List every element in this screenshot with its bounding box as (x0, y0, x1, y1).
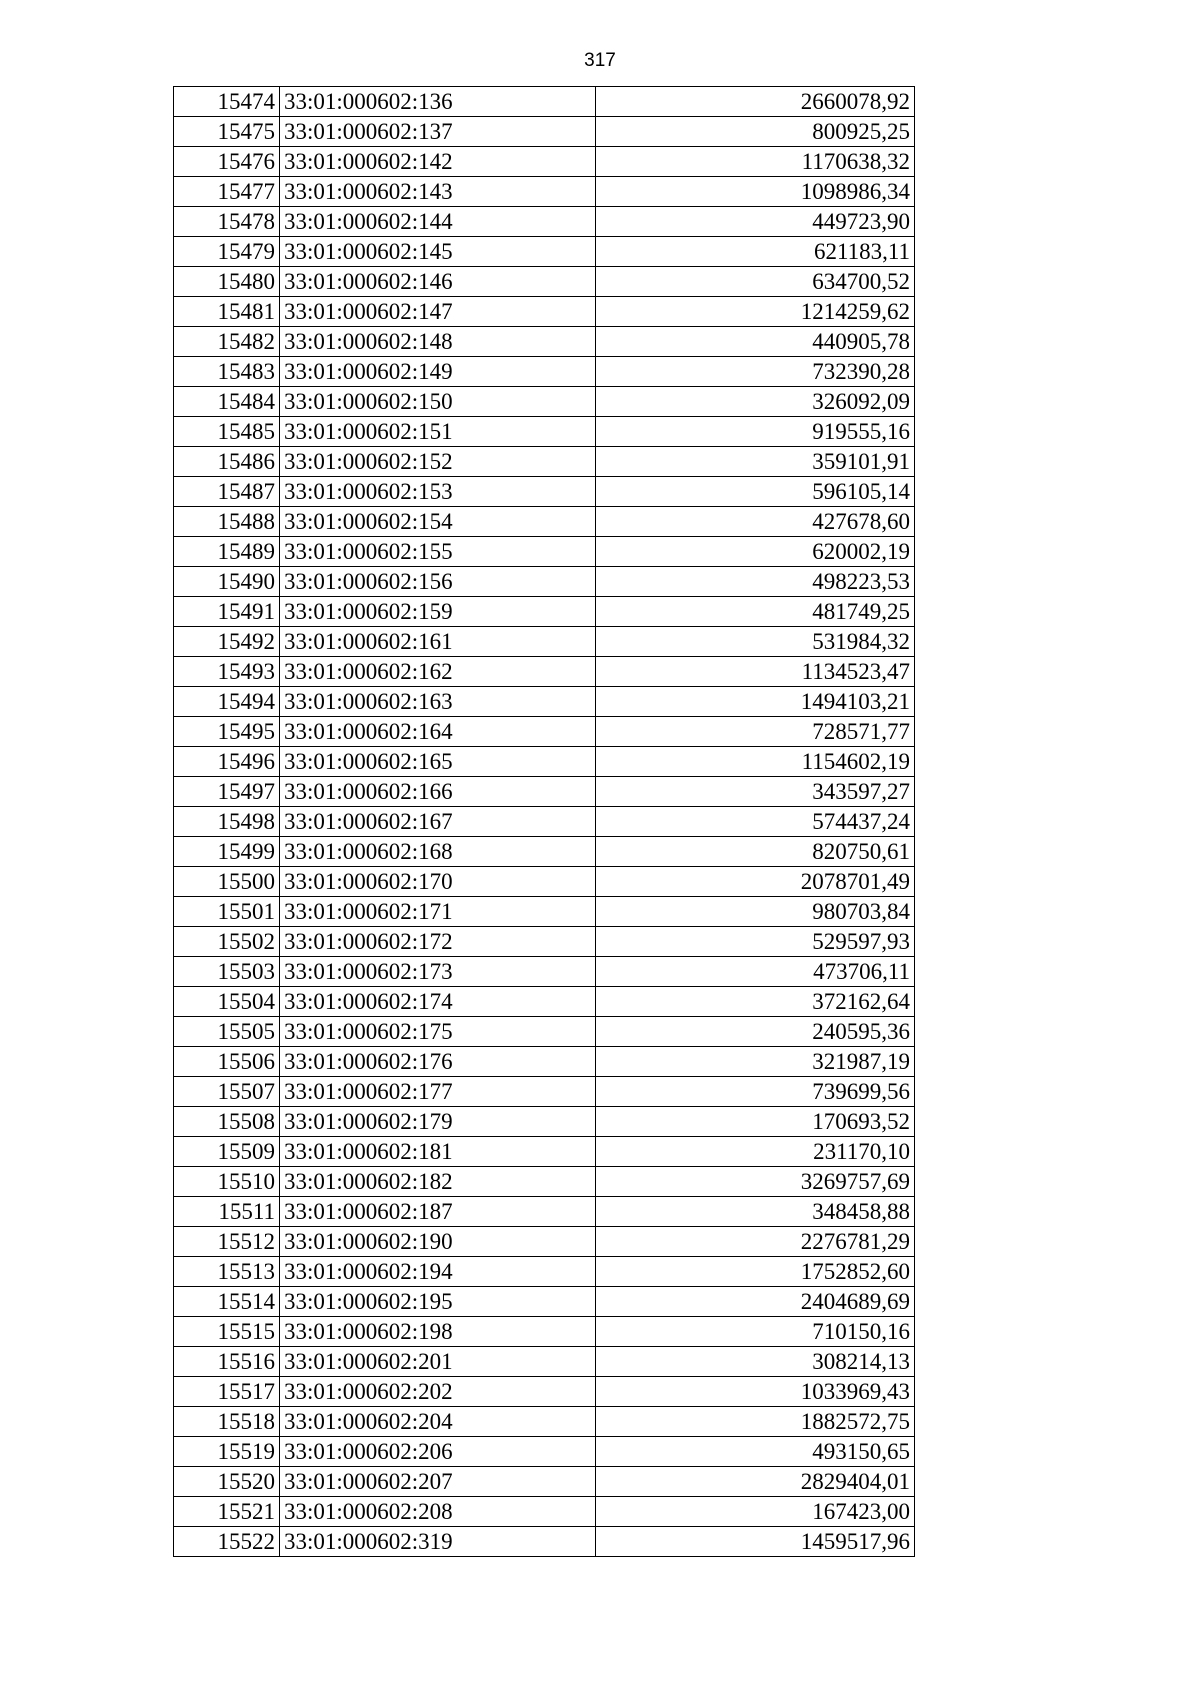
cadastral-number-cell: 33:01:000602:159 (280, 597, 596, 627)
table-row (174, 1077, 915, 1107)
table-row (174, 447, 915, 477)
table-row (174, 1167, 915, 1197)
row-number-cell: 15493 (174, 657, 280, 687)
row-number-cell: 15500 (174, 867, 280, 897)
row-number-cell: 15479 (174, 237, 280, 267)
cadastral-number-cell: 33:01:000602:166 (280, 777, 596, 807)
cadastral-number-cell: 33:01:000602:168 (280, 837, 596, 867)
cadastral-value-cell: 359101,91 (596, 447, 915, 477)
cadastral-value-cell: 732390,28 (596, 357, 915, 387)
cadastral-number-cell: 33:01:000602:148 (280, 327, 596, 357)
row-number-cell: 15477 (174, 177, 280, 207)
cadastral-number-cell: 33:01:000602:190 (280, 1227, 596, 1257)
table-row (174, 297, 915, 327)
cadastral-value-cell: 2078701,49 (596, 867, 915, 897)
table-row (174, 1467, 915, 1497)
table-row (174, 897, 915, 927)
cadastral-value-cell: 1033969,43 (596, 1377, 915, 1407)
table-row (174, 507, 915, 537)
cadastral-number-cell: 33:01:000602:144 (280, 207, 596, 237)
row-number-cell: 15491 (174, 597, 280, 627)
cadastral-number-cell: 33:01:000602:176 (280, 1047, 596, 1077)
row-number-cell: 15482 (174, 327, 280, 357)
row-number-cell: 15510 (174, 1167, 280, 1197)
page-number: 317 (584, 50, 616, 71)
cadastral-value-cell: 493150,65 (596, 1437, 915, 1467)
cadastral-number-cell: 33:01:000602:165 (280, 747, 596, 777)
row-number-cell: 15513 (174, 1257, 280, 1287)
cadastral-number-cell: 33:01:000602:137 (280, 117, 596, 147)
row-number-cell: 15514 (174, 1287, 280, 1317)
table-row (174, 417, 915, 447)
cadastral-value-cell: 634700,52 (596, 267, 915, 297)
row-number-cell: 15504 (174, 987, 280, 1017)
cadastral-number-cell: 33:01:000602:207 (280, 1467, 596, 1497)
row-number-cell: 15483 (174, 357, 280, 387)
table-row (174, 1107, 915, 1137)
cadastral-value-cell: 2404689,69 (596, 1287, 915, 1317)
row-number-cell: 15521 (174, 1497, 280, 1527)
cadastral-number-cell: 33:01:000602:173 (280, 957, 596, 987)
table-row (174, 657, 915, 687)
table-row (174, 597, 915, 627)
cadastral-number-cell: 33:01:000602:145 (280, 237, 596, 267)
cadastral-number-cell: 33:01:000602:171 (280, 897, 596, 927)
table-row (174, 177, 915, 207)
cadastral-value-cell: 321987,19 (596, 1047, 915, 1077)
row-number-cell: 15503 (174, 957, 280, 987)
cadastral-number-cell: 33:01:000602:181 (280, 1137, 596, 1167)
row-number-cell: 15486 (174, 447, 280, 477)
table-row (174, 927, 915, 957)
cadastral-value-cell: 372162,64 (596, 987, 915, 1017)
table-row (174, 117, 915, 147)
cadastral-value-cell: 980703,84 (596, 897, 915, 927)
row-number-cell: 15507 (174, 1077, 280, 1107)
table-row (174, 867, 915, 897)
cadastral-value-cell: 1098986,34 (596, 177, 915, 207)
cadastral-number-cell: 33:01:000602:143 (280, 177, 596, 207)
cadastral-number-cell: 33:01:000602:174 (280, 987, 596, 1017)
cadastral-number-cell: 33:01:000602:182 (280, 1167, 596, 1197)
cadastral-value-cell: 739699,56 (596, 1077, 915, 1107)
table-row (174, 147, 915, 177)
cadastral-value-cell: 449723,90 (596, 207, 915, 237)
cadastral-value-cell: 620002,19 (596, 537, 915, 567)
table-row (174, 387, 915, 417)
row-number-cell: 15476 (174, 147, 280, 177)
row-number-cell: 15509 (174, 1137, 280, 1167)
row-number-cell: 15492 (174, 627, 280, 657)
row-number-cell: 15484 (174, 387, 280, 417)
cadastral-value-cell: 326092,09 (596, 387, 915, 417)
cadastral-value-cell: 1459517,96 (596, 1527, 915, 1557)
table-body (174, 87, 915, 1557)
cadastral-value-cell: 440905,78 (596, 327, 915, 357)
cadastral-value-table (173, 86, 915, 1557)
cadastral-number-cell: 33:01:000602:150 (280, 387, 596, 417)
row-number-cell: 15505 (174, 1017, 280, 1047)
cadastral-value-cell: 498223,53 (596, 567, 915, 597)
cadastral-value-cell: 167423,00 (596, 1497, 915, 1527)
row-number-cell: 15490 (174, 567, 280, 597)
row-number-cell: 15498 (174, 807, 280, 837)
table-row (174, 237, 915, 267)
cadastral-value-cell: 170693,52 (596, 1107, 915, 1137)
cadastral-value-cell: 473706,11 (596, 957, 915, 987)
table-row (174, 1017, 915, 1047)
cadastral-value-cell: 231170,10 (596, 1137, 915, 1167)
table-row (174, 1227, 915, 1257)
table-row (174, 1257, 915, 1287)
cadastral-number-cell: 33:01:000602:154 (280, 507, 596, 537)
cadastral-number-cell: 33:01:000602:201 (280, 1347, 596, 1377)
cadastral-value-cell: 1170638,32 (596, 147, 915, 177)
cadastral-number-cell: 33:01:000602:149 (280, 357, 596, 387)
table-row (174, 207, 915, 237)
cadastral-value-cell: 1494103,21 (596, 687, 915, 717)
cadastral-number-cell: 33:01:000602:194 (280, 1257, 596, 1287)
cadastral-value-cell: 1134523,47 (596, 657, 915, 687)
row-number-cell: 15520 (174, 1467, 280, 1497)
row-number-cell: 15518 (174, 1407, 280, 1437)
row-number-cell: 15487 (174, 477, 280, 507)
cadastral-number-cell: 33:01:000602:147 (280, 297, 596, 327)
row-number-cell: 15519 (174, 1437, 280, 1467)
row-number-cell: 15499 (174, 837, 280, 867)
table-row (174, 1497, 915, 1527)
table-row (174, 1347, 915, 1377)
cadastral-number-cell: 33:01:000602:170 (280, 867, 596, 897)
row-number-cell: 15480 (174, 267, 280, 297)
row-number-cell: 15512 (174, 1227, 280, 1257)
cadastral-number-cell: 33:01:000602:204 (280, 1407, 596, 1437)
table-row (174, 477, 915, 507)
table-row (174, 1437, 915, 1467)
row-number-cell: 15508 (174, 1107, 280, 1137)
cadastral-number-cell: 33:01:000602:202 (280, 1377, 596, 1407)
row-number-cell: 15511 (174, 1197, 280, 1227)
table-row (174, 1137, 915, 1167)
row-number-cell: 15501 (174, 897, 280, 927)
cadastral-value-cell: 621183,11 (596, 237, 915, 267)
table-row (174, 957, 915, 987)
cadastral-value-cell: 531984,32 (596, 627, 915, 657)
table-row (174, 537, 915, 567)
table-row (174, 747, 915, 777)
cadastral-number-cell: 33:01:000602:162 (280, 657, 596, 687)
row-number-cell: 15516 (174, 1347, 280, 1377)
cadastral-number-cell: 33:01:000602:156 (280, 567, 596, 597)
table-row (174, 87, 915, 117)
table-row (174, 777, 915, 807)
row-number-cell: 15494 (174, 687, 280, 717)
cadastral-number-cell: 33:01:000602:155 (280, 537, 596, 567)
cadastral-number-cell: 33:01:000602:208 (280, 1497, 596, 1527)
cadastral-value-cell: 240595,36 (596, 1017, 915, 1047)
cadastral-number-cell: 33:01:000602:198 (280, 1317, 596, 1347)
cadastral-value-cell: 3269757,69 (596, 1167, 915, 1197)
table-row (174, 1527, 915, 1557)
row-number-cell: 15497 (174, 777, 280, 807)
cadastral-value-cell: 596105,14 (596, 477, 915, 507)
row-number-cell: 15474 (174, 87, 280, 117)
table-row (174, 267, 915, 297)
row-number-cell: 15517 (174, 1377, 280, 1407)
row-number-cell: 15475 (174, 117, 280, 147)
table-row (174, 807, 915, 837)
cadastral-number-cell: 33:01:000602:153 (280, 477, 596, 507)
cadastral-value-cell: 919555,16 (596, 417, 915, 447)
row-number-cell: 15495 (174, 717, 280, 747)
cadastral-value-cell: 2276781,29 (596, 1227, 915, 1257)
cadastral-value-cell: 308214,13 (596, 1347, 915, 1377)
row-number-cell: 15506 (174, 1047, 280, 1077)
cadastral-value-cell: 1752852,60 (596, 1257, 915, 1287)
cadastral-value-cell: 1154602,19 (596, 747, 915, 777)
table-row (174, 1377, 915, 1407)
cadastral-number-cell: 33:01:000602:146 (280, 267, 596, 297)
row-number-cell: 15481 (174, 297, 280, 327)
cadastral-number-cell: 33:01:000602:164 (280, 717, 596, 747)
cadastral-value-cell: 2660078,92 (596, 87, 915, 117)
row-number-cell: 15489 (174, 537, 280, 567)
cadastral-value-cell: 2829404,01 (596, 1467, 915, 1497)
cadastral-value-cell: 348458,88 (596, 1197, 915, 1227)
row-number-cell: 15485 (174, 417, 280, 447)
cadastral-value-cell: 1882572,75 (596, 1407, 915, 1437)
cadastral-number-cell: 33:01:000602:319 (280, 1527, 596, 1557)
cadastral-number-cell: 33:01:000602:163 (280, 687, 596, 717)
cadastral-number-cell: 33:01:000602:167 (280, 807, 596, 837)
cadastral-value-cell: 1214259,62 (596, 297, 915, 327)
table-row (174, 1047, 915, 1077)
cadastral-number-cell: 33:01:000602:179 (280, 1107, 596, 1137)
cadastral-number-cell: 33:01:000602:206 (280, 1437, 596, 1467)
cadastral-number-cell: 33:01:000602:151 (280, 417, 596, 447)
table-row (174, 327, 915, 357)
table-row (174, 1287, 915, 1317)
table-row (174, 1407, 915, 1437)
table-row (174, 717, 915, 747)
cadastral-value-cell: 343597,27 (596, 777, 915, 807)
row-number-cell: 15478 (174, 207, 280, 237)
row-number-cell: 15502 (174, 927, 280, 957)
cadastral-number-cell: 33:01:000602:142 (280, 147, 596, 177)
cadastral-value-cell: 574437,24 (596, 807, 915, 837)
cadastral-number-cell: 33:01:000602:152 (280, 447, 596, 477)
table-row (174, 357, 915, 387)
table-row (174, 837, 915, 867)
cadastral-value-cell: 728571,77 (596, 717, 915, 747)
table-row (174, 687, 915, 717)
cadastral-number-cell: 33:01:000602:136 (280, 87, 596, 117)
cadastral-value-cell: 800925,25 (596, 117, 915, 147)
row-number-cell: 15522 (174, 1527, 280, 1557)
table-row (174, 567, 915, 597)
cadastral-value-cell: 427678,60 (596, 507, 915, 537)
row-number-cell: 15488 (174, 507, 280, 537)
table-row (174, 987, 915, 1017)
row-number-cell: 15496 (174, 747, 280, 777)
row-number-cell: 15515 (174, 1317, 280, 1347)
cadastral-number-cell: 33:01:000602:175 (280, 1017, 596, 1047)
cadastral-number-cell: 33:01:000602:172 (280, 927, 596, 957)
table-row (174, 627, 915, 657)
table-row (174, 1317, 915, 1347)
table-row (174, 1197, 915, 1227)
cadastral-value-cell: 820750,61 (596, 837, 915, 867)
cadastral-number-cell: 33:01:000602:195 (280, 1287, 596, 1317)
cadastral-value-cell: 710150,16 (596, 1317, 915, 1347)
cadastral-number-cell: 33:01:000602:177 (280, 1077, 596, 1107)
cadastral-value-cell: 481749,25 (596, 597, 915, 627)
cadastral-number-cell: 33:01:000602:187 (280, 1197, 596, 1227)
cadastral-number-cell: 33:01:000602:161 (280, 627, 596, 657)
cadastral-value-cell: 529597,93 (596, 927, 915, 957)
